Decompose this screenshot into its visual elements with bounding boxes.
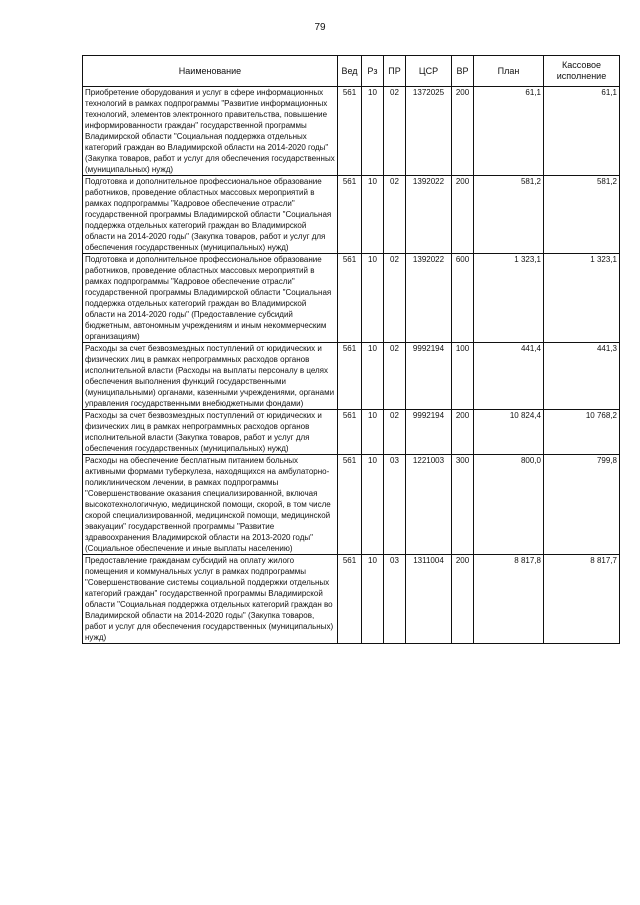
cell-name: Расходы на обеспечение бесплатным питанием больных активными формами туберкулеза, находящихся на амбулаторно-поликлиническом лечении, в рамках подпрограммы "Совершенствование оказания специализированной, включая высокотехнологичную, медицинской помощи, скорой, в том числе скорой специализированной, медицинской помощи, медицинской эвакуации" государственной программы "Развитие здравоохранения Владимирской области на 2013-2020 годы" (Социальное обеспечение и иные выплаты населению): [83, 455, 338, 555]
cell-exec: 61,1: [544, 87, 620, 176]
cell-ved: 561: [338, 87, 362, 176]
header-rz: Рз: [362, 56, 384, 87]
cell-csr: 1392022: [406, 254, 452, 343]
cell-pr: 02: [384, 87, 406, 176]
cell-name: Расходы за счет безвозмездных поступлений от юридических и физических лиц в рамках непрограммных расходов органов исполнительной власти (Закупка товаров, работ и услуг для обеспечения государственных (муниципальных) нужд): [83, 410, 338, 455]
cell-plan: 8 817,8: [474, 555, 544, 644]
table-row: [83, 254, 620, 343]
table-header-row: [83, 56, 620, 87]
cell-pr: 02: [384, 343, 406, 410]
cell-plan: 1 323,1: [474, 254, 544, 343]
cell-rz: 10: [362, 254, 384, 343]
cell-exec: 8 817,7: [544, 555, 620, 644]
cell-rz: 10: [362, 455, 384, 555]
cell-ved: 561: [338, 455, 362, 555]
cell-name: Предоставление гражданам субсидий на оплату жилого помещения и коммунальных услуг в рамках подпрограммы "Совершенствование системы социальной поддержки отдельных категорий граждан" государственной программы Владимирской области "Социальная поддержка отдельных категорий граждан во Владимирской области на 2014-2020 годы" (Закупка товаров, работ и услуг для обеспечения государственных (муниципальных) нужд): [83, 555, 338, 644]
cell-csr: 9992194: [406, 343, 452, 410]
cell-plan: 10 824,4: [474, 410, 544, 455]
cell-name: Подготовка и дополнительное профессиональное образование работников, проведение областных массовых мероприятий в рамках подпрограммы "Кадровое обеспечение отрасли" государственной программы Владимирской области "Социальная поддержка отдельных категорий граждан во Владимирской области на 2014-2020 годы" (Предоставление субсидий бюджетным, автономным учреждениям и иным некоммерческим организациям): [83, 254, 338, 343]
cell-exec: 10 768,2: [544, 410, 620, 455]
cell-pr: 03: [384, 455, 406, 555]
cell-pr: 03: [384, 555, 406, 644]
cell-ved: 561: [338, 176, 362, 254]
cell-plan: 441,4: [474, 343, 544, 410]
cell-rz: 10: [362, 176, 384, 254]
table-row: [83, 176, 620, 254]
cell-csr: 1221003: [406, 455, 452, 555]
header-name: Наименование: [83, 56, 338, 87]
cell-ved: 561: [338, 410, 362, 455]
table-row: [83, 87, 620, 176]
cell-plan: 581,2: [474, 176, 544, 254]
header-csr: ЦСР: [406, 56, 452, 87]
cell-exec: 581,2: [544, 176, 620, 254]
cell-rz: 10: [362, 87, 384, 176]
cell-exec: 1 323,1: [544, 254, 620, 343]
cell-vr: 100: [452, 343, 474, 410]
header-plan: План: [474, 56, 544, 87]
cell-csr: 9992194: [406, 410, 452, 455]
cell-ved: 561: [338, 254, 362, 343]
cell-name: Расходы за счет безвозмездных поступлений от юридических и физических лиц в рамках непрограммных расходов органов исполнительной власти (Расходы на выплаты персоналу в целях обеспечения выполнения функций государственными (муниципальными) органами, казенными учреждениями, органами управления государственными внебюджетными фондами): [83, 343, 338, 410]
cell-vr: 200: [452, 176, 474, 254]
budget-table: [82, 55, 620, 644]
cell-ved: 561: [338, 555, 362, 644]
cell-csr: 1392022: [406, 176, 452, 254]
cell-vr: 600: [452, 254, 474, 343]
cell-pr: 02: [384, 176, 406, 254]
cell-rz: 10: [362, 343, 384, 410]
cell-plan: 800,0: [474, 455, 544, 555]
header-vr: ВР: [452, 56, 474, 87]
cell-vr: 200: [452, 555, 474, 644]
table-row: [83, 555, 620, 644]
header-ved: Вед: [338, 56, 362, 87]
cell-exec: 441,3: [544, 343, 620, 410]
cell-exec: 799,8: [544, 455, 620, 555]
cell-ved: 561: [338, 343, 362, 410]
cell-rz: 10: [362, 555, 384, 644]
table-row: [83, 410, 620, 455]
cell-csr: 1311004: [406, 555, 452, 644]
cell-csr: 1372025: [406, 87, 452, 176]
cell-name: Приобретение оборудования и услуг в сфере информационных технологий в рамках подпрограммы "Развитие информационных технологий, элементов электронного правительства, повышение информированности граждан" государственной программы Владимирской области "Социальная поддержка отдельных категорий граждан во Владимирской области на 2014-2020 годы" (Закупка товаров, работ и услуг для обеспечения государственных (муниципальных) нужд): [83, 87, 338, 176]
cell-pr: 02: [384, 410, 406, 455]
page-number: 79: [314, 22, 326, 33]
cell-vr: 300: [452, 455, 474, 555]
header-exec: Кассовое исполнение: [544, 56, 620, 87]
cell-plan: 61,1: [474, 87, 544, 176]
cell-name: Подготовка и дополнительное профессиональное образование работников, проведение областных массовых мероприятий в рамках подпрограммы "Кадровое обеспечение отрасли" государственной программы Владимирской области "Социальная поддержка отдельных категорий граждан во Владимирской области на 2014-2020 годы" (Закупка товаров, работ и услуг для обеспечения государственных (муниципальных) нужд): [83, 176, 338, 254]
cell-vr: 200: [452, 87, 474, 176]
cell-pr: 02: [384, 254, 406, 343]
cell-rz: 10: [362, 410, 384, 455]
table-row: [83, 343, 620, 410]
cell-vr: 200: [452, 410, 474, 455]
table-row: [83, 455, 620, 555]
header-pr: ПР: [384, 56, 406, 87]
